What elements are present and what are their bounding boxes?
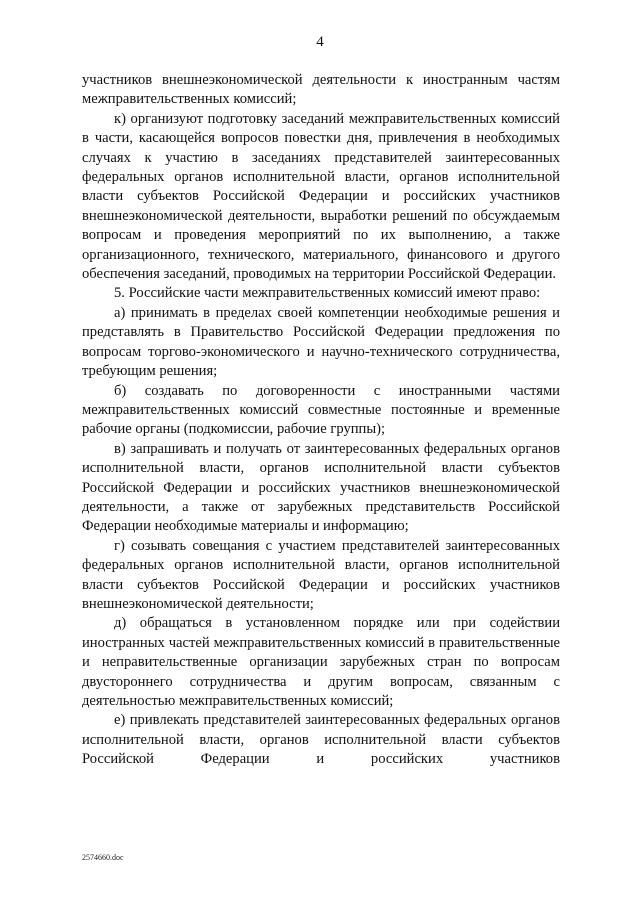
- paragraph: 5. Российские части межправительственных комиссий имеют право:: [114, 285, 541, 302]
- paragraph: участников внешнеэкономической деятельности к иностранным частям межправительственных комиссий;: [82, 72, 560, 108]
- paragraph: е) привлекать представителей заинтересованных федеральных органов исполнительной власти, органов исполнительной власти субъектов Российской Федерации и российских участников: [82, 712, 560, 768]
- document-file-name: 2574660.doc: [82, 853, 124, 862]
- paragraph: б) создавать по договоренности с иностранными частями межправительственных комиссий совместные постоянные и временные рабочие органы (подкомиссии, рабочие группы);: [82, 382, 560, 438]
- paragraph: д) обращаться в установленном порядке или при содействии иностранных частей межправительственных комиссий в правительственные и неправительственные организации зарубежных стран по вопросам двустороннего сотрудничества и другим вопросам, связанным с деятельностью межправительственных комиссий;: [82, 615, 560, 709]
- page-number: 4: [316, 34, 324, 50]
- paragraph: г) созывать совещания с участием представителей заинтересованных федеральных органов исполнительной власти, органов исполнительной власти субъектов Российской Федерации и российских участников внешнеэкономической деятельности;: [82, 537, 560, 612]
- document-body: [82, 71, 560, 770]
- paragraph: а) принимать в пределах своей компетенции необходимые решения и представлять в Правительство Российской Федерации предложения по вопросам торгово-экономического и научно-технического сотрудничества, требующим решения;: [82, 304, 560, 380]
- paragraph: к) организуют подготовку заседаний межправительственных комиссий в части, касающейся вопросов повестки дня, привлечения в необходимых случаях к участию в заседаниях представителей заинтересованных федеральных органов исполнительной власти, органов исполнительной власти субъектов Российской Федерации и российских участников внешнеэкономической деятельности, выработки решений по обсуждаемым вопросам и проведения мероприятий по их выполнению, а также организационного, технического, материального, финансового и другого обеспечения заседаний, проводимых на территории Российской Федерации.: [82, 110, 560, 283]
- paragraph: в) запрашивать и получать от заинтересованных федеральных органов исполнительной власти, органов исполнительной власти субъектов Российской Федерации и российских участников внешнеэкономической деятельности, а также от зарубежных представительств Российской Федерации необходимые материалы и информацию;: [82, 440, 560, 535]
